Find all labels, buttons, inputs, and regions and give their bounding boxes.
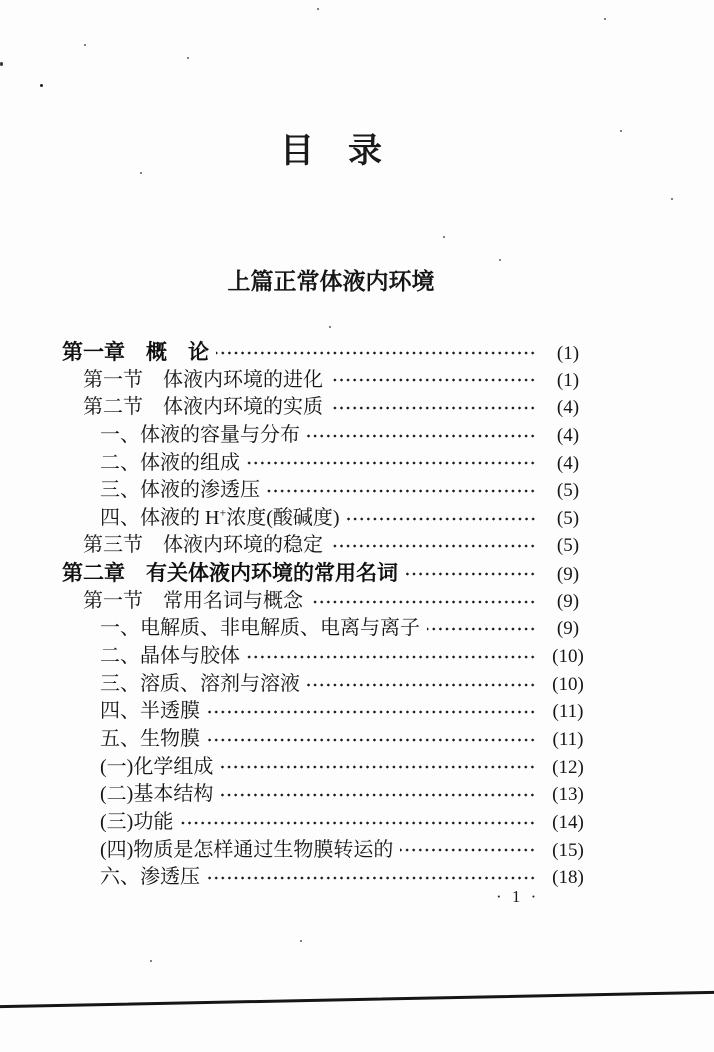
scan-artifact-line (0, 991, 714, 1008)
toc-entry-page: (10) (552, 646, 584, 668)
toc-entry-page: (4) (556, 452, 580, 474)
scan-speck (300, 940, 302, 942)
toc-entry-label: 二、晶体与胶体 (100, 645, 240, 668)
scan-speck (140, 172, 142, 174)
toc-entry (62, 505, 592, 533)
dotted-leader (405, 570, 536, 578)
scan-speck (150, 960, 152, 962)
toc-entry-page: (4) (556, 397, 580, 419)
dotted-leader (330, 542, 536, 550)
dotted-leader (220, 791, 536, 799)
toc-entry-page: (5) (556, 535, 580, 557)
toc-entry-label: (四)物质是怎样通过生物膜转运的 (100, 838, 394, 861)
toc-entry-page: (10) (552, 673, 584, 695)
toc-entry-label: 第三节 体液内环境的稳定 (83, 534, 323, 557)
toc-entry-label: (一)化学组成 (100, 755, 214, 778)
toc-entry-label: 四、半透膜 (100, 700, 200, 723)
page-title: 目 录 (280, 132, 382, 170)
toc-entry-label: 第二章 有关体液内环境的常用名词 (62, 562, 398, 586)
toc-entry-label: 第一节 体液内环境的进化 (83, 368, 323, 391)
toc-entry (62, 422, 592, 450)
dotted-leader (307, 432, 536, 440)
toc-entry-label: 五、生物膜 (100, 727, 200, 750)
scan-speck (40, 84, 43, 87)
dotted-leader (400, 846, 536, 854)
toc-entry-label: 三、体液的渗透压 (100, 479, 260, 502)
toc-entry-page: (18) (552, 867, 584, 889)
scan-speck (187, 57, 189, 59)
dotted-leader (207, 874, 536, 882)
toc-entry (62, 532, 592, 560)
dotted-leader (207, 736, 536, 744)
toc-entry-page: (11) (552, 728, 584, 750)
folio-page-number: · 1 · (496, 887, 540, 906)
dotted-leader (180, 819, 536, 827)
toc-entry-page: (11) (552, 701, 584, 723)
toc-entry (62, 615, 592, 643)
toc-entry (62, 698, 592, 726)
toc-entry (62, 781, 592, 809)
toc-entry (62, 837, 592, 865)
toc-entry (62, 726, 592, 754)
toc-entry-label: 一、体液的容量与分布 (100, 423, 300, 446)
dotted-leader (330, 404, 536, 412)
toc-entry-page: (9) (556, 590, 580, 612)
toc-entry-page: (9) (556, 564, 580, 586)
toc-entry-page: (14) (552, 811, 584, 833)
toc-entry-label: 六、渗透压 (100, 866, 200, 889)
toc-entry-label: 第一节 常用名词与概念 (83, 589, 303, 612)
toc-entry-page: (1) (556, 369, 580, 391)
toc-list (62, 339, 592, 892)
toc-entry (62, 339, 592, 367)
dotted-leader (330, 376, 536, 384)
dotted-leader (247, 459, 536, 467)
dotted-leader (267, 487, 536, 495)
scan-speck (620, 130, 622, 132)
toc-entry (62, 671, 592, 699)
toc-entry (62, 367, 592, 395)
dotted-leader (310, 598, 536, 606)
toc-entry (62, 394, 592, 422)
toc-entry-label: 四、体液的 H+浓度(酸碱度) (100, 505, 340, 529)
scan-speck (604, 18, 606, 20)
toc-entry (62, 450, 592, 478)
dotted-leader (216, 349, 536, 357)
toc-entry-label: 一、电解质、非电解质、电离与离子 (100, 617, 420, 640)
toc-entry-page: (15) (552, 839, 584, 861)
toc-entry-label: 二、体液的组成 (100, 451, 240, 474)
toc-entry (62, 560, 592, 588)
dotted-leader (220, 763, 536, 771)
dotted-leader (307, 681, 536, 689)
dotted-leader (247, 653, 536, 661)
toc-entry-label: 第一章 概 论 (62, 341, 209, 364)
part-heading: 上篇正常体液内环境 (227, 268, 435, 294)
toc-entry-page: (1) (556, 343, 580, 364)
toc-entry-page: (12) (552, 756, 584, 778)
scan-speck (671, 198, 673, 200)
scan-speck (84, 44, 86, 46)
scan-speck (0, 62, 3, 66)
toc-entry (62, 477, 592, 505)
scan-speck (499, 259, 501, 261)
toc-entry (62, 643, 592, 671)
toc-entry (62, 754, 592, 782)
toc-entry (62, 588, 592, 616)
toc-entry-label: (三)功能 (100, 810, 174, 833)
toc-entry-page: (13) (552, 784, 584, 806)
scan-speck (329, 326, 331, 328)
toc-entry-label: (二)基本结构 (100, 783, 214, 806)
dotted-leader (207, 708, 536, 716)
toc-entry-page: (9) (556, 618, 580, 640)
toc-entry-page: (5) (556, 507, 580, 529)
scan-speck (317, 8, 319, 10)
toc-entry-page: (5) (556, 480, 580, 502)
toc-entry-label: 第二节 体液内环境的实质 (83, 396, 323, 419)
dotted-leader (347, 515, 536, 523)
dotted-leader (427, 625, 536, 633)
scan-speck (443, 236, 445, 238)
toc-entry-page: (4) (556, 424, 580, 446)
toc-entry-label: 三、溶质、溶剂与溶液 (100, 672, 300, 695)
toc-entry (62, 809, 592, 837)
